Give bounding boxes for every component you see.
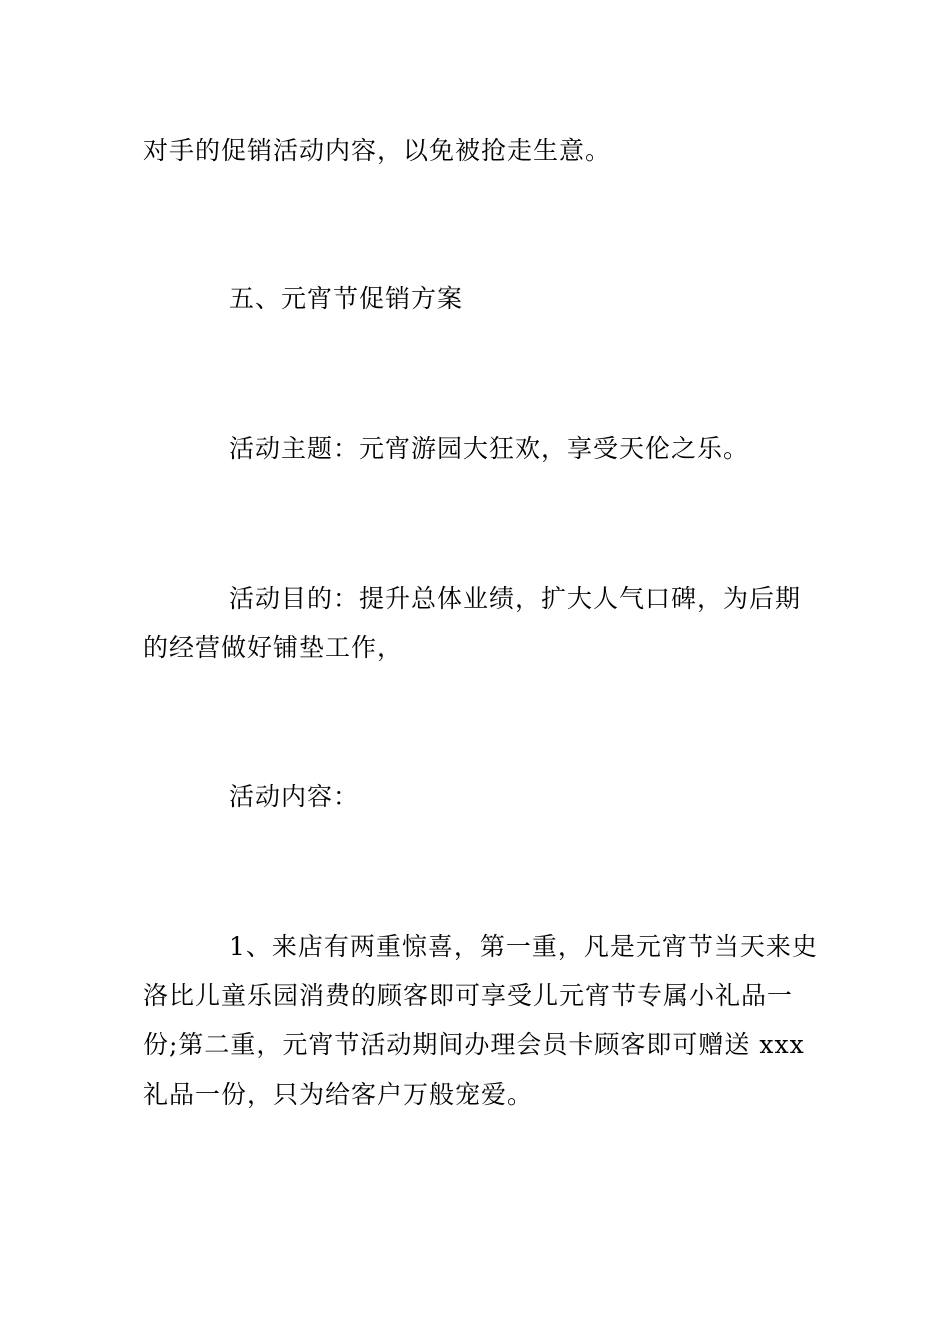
section-heading: 五、元宵节促销方案	[229, 284, 464, 313]
item-1-line-2: 洛比儿童乐园消费的顾客即可享受儿元宵节专属小礼品一	[143, 981, 794, 1010]
activity-purpose-line-2: 的经营做好铺垫工作，	[143, 633, 404, 662]
item-1-line-4: 礼品一份，只为给客户万般宠爱。	[143, 1080, 534, 1109]
continuation-paragraph: 对手的促销活动内容，以免被抢走生意。	[143, 136, 612, 165]
activity-purpose-line-1: 活动目的：提升总体业绩，扩大人气口碑，为后期	[229, 584, 802, 613]
activity-theme-paragraph: 活动主题：元宵游园大狂欢，享受天伦之乐。	[229, 434, 750, 463]
activity-content-heading: 活动内容：	[229, 782, 360, 811]
item-1-line-3: 份;第二重，元宵节活动期间办理会员卡顾客即可赠送 xxx	[143, 1030, 805, 1059]
item-1-line-1: 1、来店有两重惊喜，第一重，凡是元宵节当天来史	[229, 932, 818, 961]
